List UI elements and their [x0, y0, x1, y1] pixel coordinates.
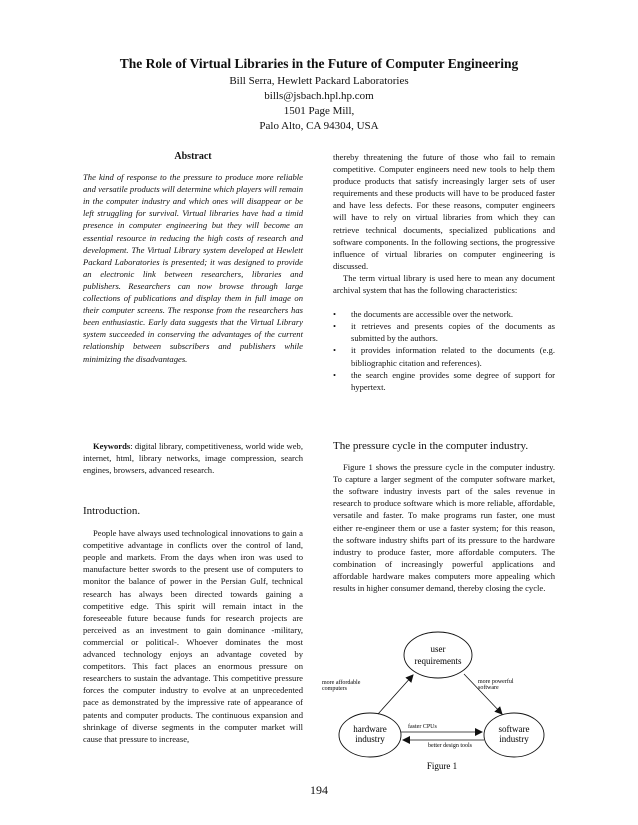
address-line-2: Palo Alto, CA 94304, USA: [259, 120, 379, 132]
abstract-section: [83, 151, 303, 365]
author-email: bills@jsbach.hpl.hp.com: [264, 90, 374, 102]
list-item: • it retrieves and presents copies of the documents as submitted by the authors.: [333, 320, 555, 344]
list-item: • the search engine provides some degree of support for hypertext.: [333, 369, 555, 393]
industry-node-label: industry: [499, 734, 529, 744]
address-line-1: 1501 Page Mill,: [283, 105, 355, 117]
list-item: • it provides information related to the documents (e.g. bibliographic citation and references).: [333, 344, 555, 368]
requirements-node-label: requirements: [414, 656, 462, 666]
abstract-heading: Abstract: [174, 151, 212, 162]
paragraph-virtual-library-term: The term virtual library is used here to mean any document archival system that has the following characteristics:: [333, 272, 555, 296]
pressure-cycle-section: [333, 440, 555, 594]
figure-1-diagram: [312, 628, 602, 778]
label-more-powerful: more powerful: [478, 679, 514, 685]
user-requirements-node: [404, 632, 472, 678]
right-column-text: [333, 151, 555, 393]
arrow-hardware-to-user: [378, 675, 413, 714]
pressure-cycle-heading: The pressure cycle in the computer industry.: [333, 440, 529, 452]
industry-node-label: industry: [355, 734, 385, 744]
label-computers: computers: [322, 686, 347, 692]
introduction-heading: Introduction.: [83, 505, 141, 517]
label-software: software: [478, 685, 499, 691]
characteristics-list: [333, 308, 555, 393]
user-node-label: user: [430, 644, 446, 654]
page-number: 194: [310, 783, 328, 797]
author-line: Bill Serra, Hewlett Packard Laboratories: [229, 75, 409, 87]
label-more-affordable: more affordable: [322, 680, 361, 686]
introduction-section: [83, 505, 303, 745]
keywords-label: Keywords: [93, 441, 131, 451]
figure-caption: Figure 1: [426, 761, 458, 771]
list-item: • the documents are accessible over the network.: [333, 308, 555, 320]
abstract-text: The kind of response to the pressure to produce more reliable and versatile products will determine which players will remain in the computer industry and which ones will disappear or be left struggling for survival. Virtual libraries have had a timid presence in computer engineering but they will become an essential resource in reducing the high costs of research and development. The Virtual Library system developed at Hewlett Packard Laboratories is presented; it was designed to provide an electronic link between researchers, libraries and publishers. Researchers can now browse through large collections of publications and display them in full image on their computer screens. The response from the researchers has been enthusiastic. Early data suggests that the Virtual Library system succeeded in conserving the advantages of the current relationship between subscribers and publishers while minimizing the disadvantages.: [83, 172, 303, 364]
hardware-node-label: hardware: [353, 724, 387, 734]
paper-title: The Role of Virtual Libraries in the Future of Computer Engineering: [119, 56, 519, 71]
keywords-section: [83, 440, 303, 476]
paragraph-continued: thereby threatening the future of those who fail to remain competitive. Computer engineers need new tools to help them produce products that satisfy increasingly larger sets of user requirements and these products will have to be produced faster and have less defects. For these reasons, computer engineers will have to rely on virtual libraries from which they can retrieve technical documents, specialized publications and software components. In the following sections, the progressive influence of virtual libraries on computer engineering is discussed.: [333, 152, 555, 271]
label-faster-cpus: faster CPUs: [408, 724, 437, 730]
pressure-cycle-text: Figure 1 shows the pressure cycle in the computer industry. To capture a larger segment of the computer software market, the software industry invests part of the sales revenue in research to produce software which is more reliable, affordable, versatile and faster. To make programs run faster, one must either re-engineer them or use a faster system; for this reason, the software industry shifts part of its pressure to the hardware industry to produce faster, more affordable computers. The combination of increasingly powerful applications and affordable hardware makes computers more appealing which results in higher consumer demand, thereby closing the cycle.: [333, 462, 555, 594]
introduction-text: People have always used technological innovations to gain a competitive advantage in conflicts over the control of land, people and markets. From the days when iron was used to manufacture better swords to the present use of computers to monitor the balance of power in the Persian Gulf, technical research has always been directed towards gaining a competitive edge. This spirit will remain intact in the foreseeable future because funds for research projects are perceived as an investment to gain dominance -military, commercial or political-. Whoever dominates the most advanced technology enjoys an advantage coveted by competitors. This fact places an enormous pressure on researchers to sustain the advantage. This competitive pressure forces the computer industry to evolve at an unprecedented pace as demonstrated by the impressive rate of appearance of patents and computer products. The continuous expansion and shrinkage of diverse segments in the computer market will cause that pressure to increase,: [83, 528, 303, 744]
label-better-design-tools: better design tools: [428, 743, 472, 749]
software-node-label: software: [498, 724, 530, 734]
keywords-text: : digital library, competitiveness, world wide web, internet, html, library networks, image compression, search engines, browsers, advanced research.: [83, 441, 303, 476]
